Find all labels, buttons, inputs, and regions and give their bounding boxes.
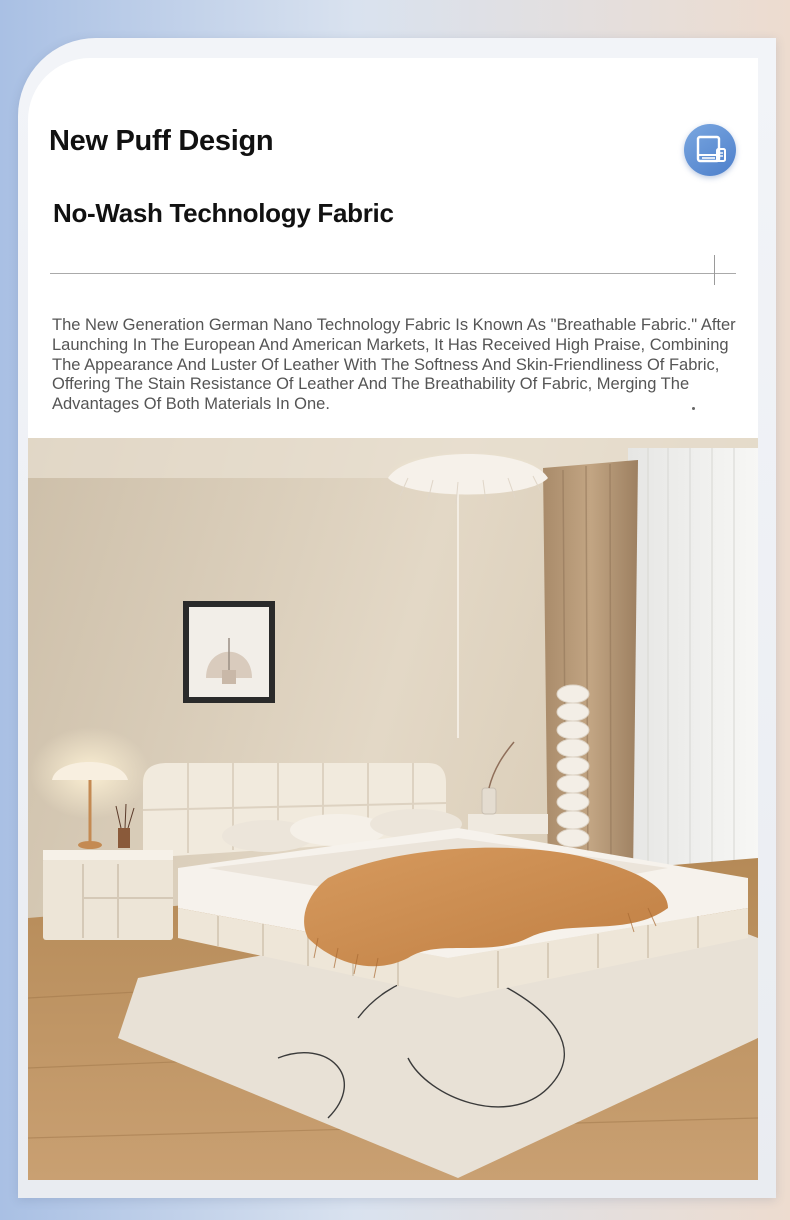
content-card [28,58,758,1180]
decorative-dot [692,407,695,410]
divider-line [50,273,736,274]
divider-tick [714,255,715,285]
page-title: New Puff Design [49,125,274,157]
section-subtitle: No-Wash Technology Fabric [53,198,394,228]
fabric-description: The New Generation German Nano Technology Fabric Is Known As "Breathable Fabric." After Launching In The European And American Markets, It Has Received High Praise, Combining The Appearance And Luster Of Leather With The Softness And Skin-Friendliness Of Fabric, Offering The Stain Resistance Of Leather And The Breathability Of Fabric, Merging The Advantages Of Both Materials In One. [52,316,736,414]
book-icon [684,124,736,176]
bedroom-photo [28,438,758,1180]
